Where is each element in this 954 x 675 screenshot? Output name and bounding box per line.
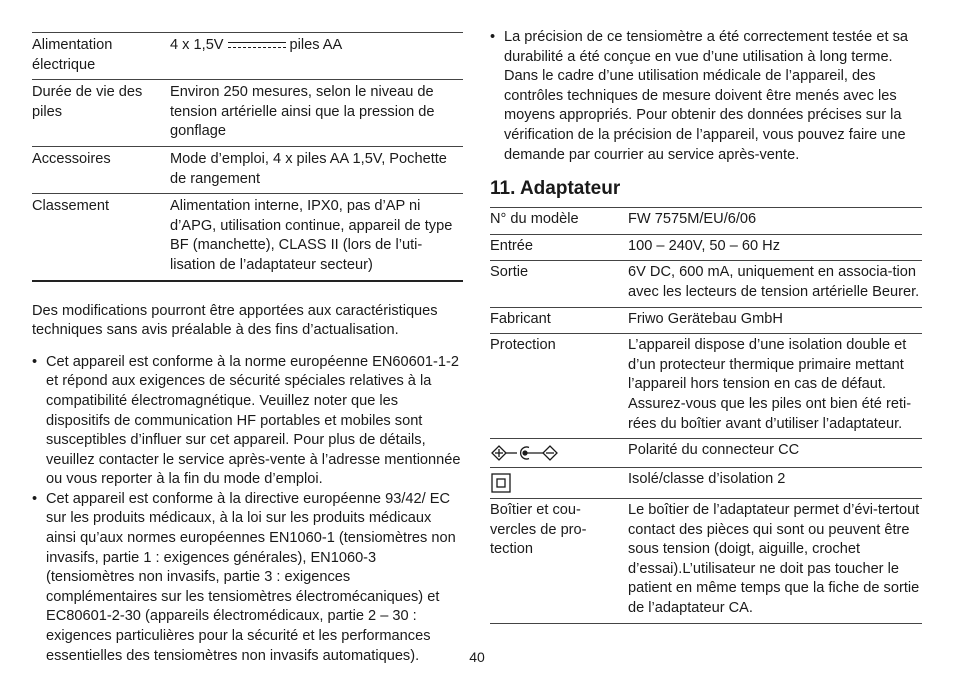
spec-value: 6V DC, 600 mA, uniquement en associa-tion avec les lecteurs de tension artérielle Beurer.: [628, 261, 922, 307]
section-title: 11. Adaptateur: [490, 178, 621, 200]
spec-key: Entrée: [490, 234, 628, 261]
spec-key: Sortie: [490, 261, 628, 307]
table-row: [490, 307, 922, 334]
table-row: [490, 234, 922, 261]
spec-value: L’appareil dispose d’une isolation double et d’un protecteur thermique primaire mettant l’appareil hors tension en cas de défaut. Assurez-vous que les piles ont bien été reti-rées du boîtier avant d’utiliser l’adaptateur.: [628, 334, 922, 439]
modification-note: Des modifications pourront être apportées aux caractéristiques techniques sans avis préalable à des fins d’actualisation.: [32, 302, 438, 339]
list-item: • Cet appareil est conforme à la directive européenne 93/42/ EC sur les produits médicaux, à la loi sur les produits médicaux ainsi qu’aux normes européennes EN1060-1 (tensiomètres non invasifs, partie 1 : exigences générales), EN1060-3 (tensiomètres non invasifs, partie 3 : exigences complémentaires sur les tensiomètres électromécaniques) et EC80601-2-30 (appareils électromédicaux, partie 2 – 30 : exigences particulières pour la sécurité et les performances essentielles des tensiomètres non invasifs automatiques).: [32, 490, 463, 666]
spec-value: Polarité du connecteur CC: [628, 439, 922, 468]
battery-type-text: piles AA: [289, 37, 343, 53]
spec-value: 100 – 240V, 50 – 60 Hz: [628, 234, 922, 261]
table-row: [490, 334, 922, 439]
spec-key: Protection: [490, 334, 628, 439]
spec-symbol: [490, 468, 628, 499]
battery-specs-table: [32, 32, 463, 282]
table-row: [32, 146, 463, 193]
adapter-specs-table: [490, 207, 922, 624]
spec-key: Classement: [32, 194, 170, 281]
table-row: [490, 208, 922, 235]
table-row: [32, 33, 463, 80]
spec-key: Alimentation électrique: [32, 33, 170, 80]
voltage-text: 4 x 1,5V: [170, 37, 224, 53]
compliance-list: [32, 353, 463, 667]
dc-current-icon: [228, 41, 286, 50]
spec-value: Le boîtier de l’adaptateur permet d’évi-tertout contact des pièces qui sont ou peuvent être sous tension (doigt, aiguille, crochet d’essai).L’utilisateur ne doit pas toucher le patient en même temps que la fiche de sortie de l’adaptateur CA.: [628, 499, 922, 624]
spec-value: Isolé/classe d’isolation 2: [628, 468, 922, 499]
page-number: 40: [469, 649, 485, 665]
list-item: • Cet appareil est conforme à la norme européenne EN60601-1-2 et répond aux exigences de sécurité spéciales relatives à la compatibilité électromagnétique. Veuillez noter que les dispositifs de communication HF portables et mobiles sont susceptibles d’influer sur cet appareil. Pour plus de détails, veuillez contacter le service après-vente à l’adresse mentionnée ou vous reporter à la fin du mode d’emploi.: [32, 353, 463, 490]
spec-symbol: [490, 439, 628, 468]
table-row: [32, 80, 463, 147]
spec-key: Accessoires: [32, 146, 170, 193]
double-insulation-icon: [490, 472, 512, 494]
spec-value: Alimentation interne, IPX0, pas d’AP ni d’APG, utilisation continue, appareil de type BF (manchette), CLASS II (lors de l’uti-lisation de l’adaptateur secteur): [170, 194, 463, 281]
list-item: • La précision de ce tensiomètre a été correctement testée et sa durabilité a été conçue en vue d’une utilisation à long terme. Dans le cadre d’une utilisation médicale de l’appareil, des contrôles techniques de mesure doivent être menés avec les moyens appropriés. Pour obtenir des données précises sur la vérification de la précision de l’appareil, vous pouvez faire une demande par courrier au service après-vente.: [490, 28, 922, 165]
table-row: [490, 499, 922, 624]
spec-key: Boîtier et cou-vercles de pro-tection: [490, 499, 628, 624]
spec-value: Mode d’emploi, 4 x piles AA 1,5V, Pochette de rangement: [170, 146, 463, 193]
spec-key: Fabricant: [490, 307, 628, 334]
spec-key: N° du modèle: [490, 208, 628, 235]
table-row: [490, 261, 922, 307]
table-row: [490, 439, 922, 468]
left-column: [32, 32, 463, 666]
polarity-icon: [490, 443, 560, 463]
table-row: [490, 468, 922, 499]
spec-key: Durée de vie des piles: [32, 80, 170, 147]
table-row: [32, 194, 463, 281]
precision-list: [490, 28, 922, 165]
spec-value: [170, 33, 463, 80]
spec-value: Friwo Gerätebau GmbH: [628, 307, 922, 334]
spec-value: FW 7575M/EU/6/06: [628, 208, 922, 235]
right-column: [490, 28, 922, 624]
spec-value: Environ 250 mesures, selon le niveau de tension artérielle ainsi que la pression de gonflage: [170, 80, 463, 147]
